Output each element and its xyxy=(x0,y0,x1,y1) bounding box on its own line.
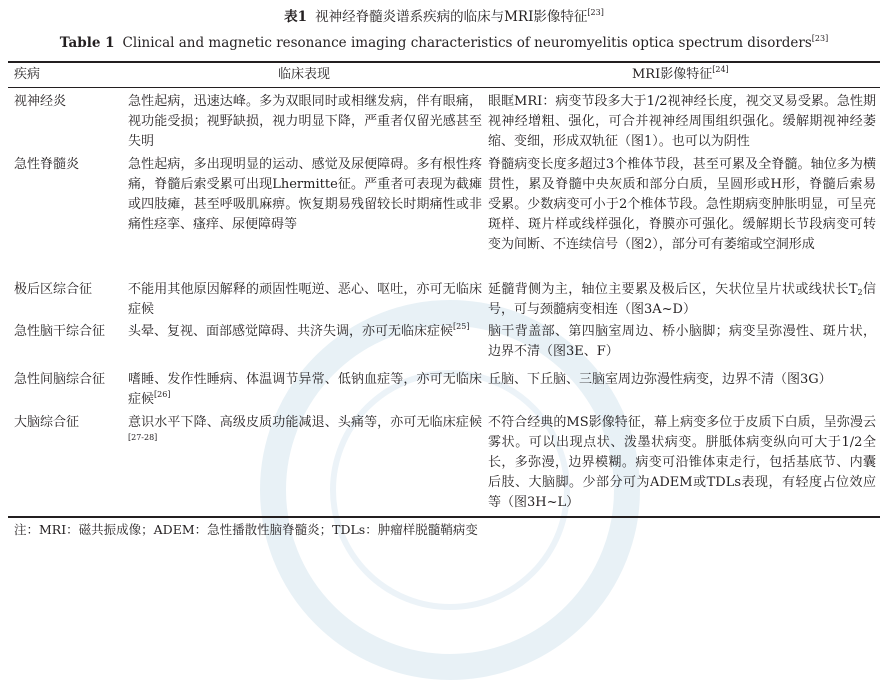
table-row-3-clinical: 不能用其他原因解释的顽固性呃逆、恶心、呕吐，亦可无临床症候 xyxy=(128,282,482,317)
table-footnote: 注：MRI：磁共振成像；ADEM：急性播散性脑脊髓炎；TDLs：肿瘤样脱髓鞘病变 xyxy=(14,522,478,537)
table-row-3-disease: 极后区综合征 xyxy=(14,282,93,297)
column-header-disease: 疾病 xyxy=(14,67,41,82)
table-label-en: Table 1 xyxy=(59,35,115,51)
table-row-4-clinical xyxy=(128,322,482,342)
table-row-2-disease: 急性脊髓炎 xyxy=(14,157,80,172)
table-row-3-mri xyxy=(488,280,876,320)
table-title-cn xyxy=(0,8,888,26)
table-row-6-disease: 大脑综合征 xyxy=(14,415,80,430)
column-header-mri xyxy=(632,66,729,84)
table-row-1-mri: 眼眶MRI：病变节段多大于1/2视神经长度，视交叉易受累。急性期视神经增粗、强化，可合并视神经周围组织强化。缓解期视神经萎缩、变细，形成双轨征（图1）。也可以为阴性 xyxy=(488,94,876,149)
table-row-5-clinical-text: 嗜睡、发作性睡病、体温调节异常、低钠血症等，亦可无临床症候 xyxy=(128,372,482,407)
table-title-en xyxy=(0,34,888,52)
table-row-5-clinical xyxy=(128,370,482,410)
table-row-6-clinical xyxy=(128,413,482,453)
top-rule xyxy=(8,61,880,63)
table-title-cn-ref: [23] xyxy=(587,8,604,17)
header-rule xyxy=(8,87,880,88)
table-row-4-mri: 脑干背盖部、第四脑室周边、桥小脑脚；病变呈弥漫性、斑片状，边界不清（图3E、F） xyxy=(488,324,876,359)
table-row-6-clinical-ref: [27-28] xyxy=(128,433,158,442)
column-header-mri-text: MRI影像特征 xyxy=(632,67,713,82)
table-title-cn-text: 视神经脊髓炎谱系疾病的临床与MRI影像特征 xyxy=(315,9,588,25)
table-row-5-mri: 丘脑、下丘脑、三脑室周边弥漫性病变，边界不清（图3G） xyxy=(488,372,832,387)
column-header-mri-ref: [24] xyxy=(712,65,729,74)
table-row-3-mri-text-a: 延髓背侧为主，轴位主要累及极后区，矢状位呈片状或线状长T xyxy=(488,282,858,297)
table-title-en-ref: [23] xyxy=(811,34,829,43)
table-row-1-clinical: 急性起病，迅速达峰。多为双眼同时或相继发病，伴有眼痛，视功能受损；视野缺损，视力明显下降，严重者仅留光感甚至失明 xyxy=(128,94,482,149)
table-label-cn: 表1 xyxy=(284,9,308,25)
table-row-6-clinical-text: 意识水平下降、高级皮质功能减退、头痛等，亦可无临床症候 xyxy=(128,415,482,430)
table-row-6-mri: 不符合经典的MS影像特征，幕上病变多位于皮质下白质，呈弥漫云雾状。可以出现点状、泼墨状病变。胼胝体病变纵向可大于1/2全长，多弥漫，边界模糊。病变可沿锥体束走行，包括基底节、内囊后肢、大脑脚。少部分可为ADEM或TDLs表现，有轻度占位效应等（图3H~L） xyxy=(488,415,876,510)
table-row-5-disease: 急性间脑综合征 xyxy=(14,372,106,387)
table-row-5-clinical-ref: [26] xyxy=(154,390,171,399)
column-header-clinical: 临床表现 xyxy=(278,67,331,82)
table-row-1-disease: 视神经炎 xyxy=(14,94,67,109)
table-row-4-clinical-text: 头晕、复视、面部感觉障碍、共济失调，亦可无临床症候 xyxy=(128,324,454,339)
table-row-4-clinical-ref: [25] xyxy=(453,322,470,331)
table-row-2-clinical: 急性起病，多出现明显的运动、感觉及尿便障碍。多有根性疼痛，脊髓后索受累可出现Lhermitte征。严重者可表现为截瘫或四肢瘫，甚至呼吸肌麻痹。恢复期易残留较长时期痛性或非痛性痉挛、瘙痒、尿便障碍等 xyxy=(128,157,482,232)
table-row-3-mri-text-b: 信号，可与颈髓病变相连（图3A~D） xyxy=(488,282,876,317)
table-row-4-disease: 急性脑干综合征 xyxy=(14,324,106,339)
table-row-3-mri-sub: 2 xyxy=(857,288,863,297)
table-row-2-mri: 脊髓病变长度多超过3个椎体节段，甚至可累及全脊髓。轴位多为横贯性，累及脊髓中央灰质和部分白质，呈圆形或H形，脊髓后索易受累。少数病变可小于2个椎体节段。急性期病变肿胀明显，可呈亮斑样、斑片样或线样强化，脊膜亦可强化。缓解期长节段病变可转变为间断、不连续信号（图2），部分可有萎缩或空洞形成 xyxy=(488,157,876,252)
bottom-rule xyxy=(8,516,880,518)
table-title-en-text: Clinical and magnetic resonance imaging characteristics of neuromyelitis optica spectrum disorders xyxy=(122,35,812,51)
